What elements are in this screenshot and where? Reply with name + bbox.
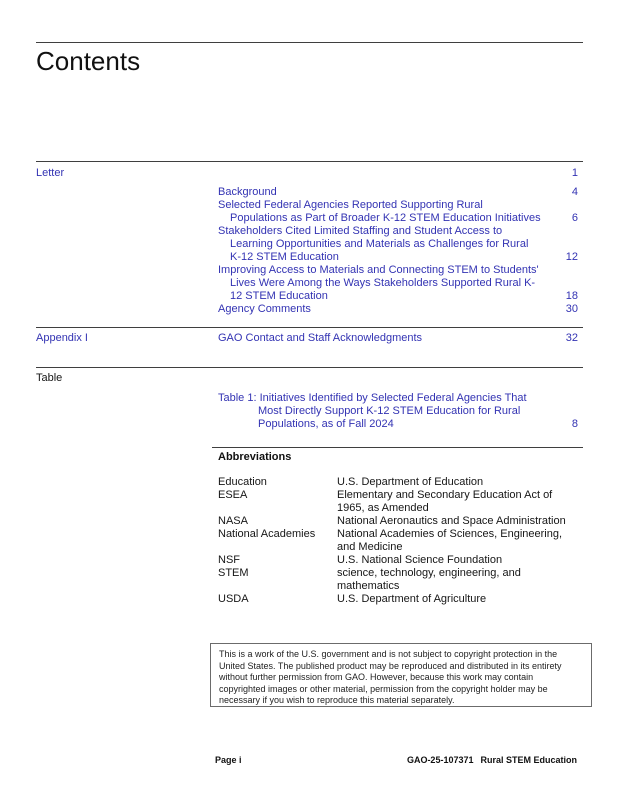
toc-page-number[interactable]: 30 xyxy=(565,303,578,315)
page-title: Contents xyxy=(36,46,141,76)
abbreviation-row-education xyxy=(218,476,584,489)
toc-entry-line[interactable]: Lives Were Among the Ways Stakeholders Supported Rural K- xyxy=(230,277,536,289)
toc-entry-line[interactable]: Agency Comments xyxy=(218,303,311,315)
abbreviation-term: National Academies xyxy=(218,528,316,540)
toc-entry-line[interactable]: Improving Access to Materials and Connecting STEM to Students' xyxy=(218,264,539,276)
abbreviation-term: USDA xyxy=(218,593,249,605)
toc-table-page-number[interactable]: 8 xyxy=(571,418,578,430)
toc-page-number[interactable]: 12 xyxy=(565,251,578,263)
toc-entry-line[interactable]: Learning Opportunities and Materials as Challenges for Rural xyxy=(230,238,529,250)
abbreviation-term: ESEA xyxy=(218,489,248,501)
copyright-notice-box xyxy=(210,643,592,707)
toc-page-number[interactable]: 18 xyxy=(565,290,578,302)
abbreviations-heading: Abbreviations xyxy=(218,451,292,463)
toc-entry-stakeholders-challenges xyxy=(218,225,578,264)
toc-entry-line[interactable]: 12 STEM Education xyxy=(230,290,328,302)
toc-row-letter xyxy=(36,167,578,180)
copyright-text-line: necessary if you wish to reproduce this material separately. xyxy=(219,695,455,705)
toc-entry-line[interactable]: K-12 STEM Education xyxy=(230,251,339,263)
toc-entry-background xyxy=(218,186,578,199)
footer-report-info xyxy=(407,755,577,765)
table-section-rule xyxy=(36,367,583,368)
copyright-text-line: without further permission from GAO. However, because this work may contain xyxy=(219,672,534,682)
abbreviation-definition: U.S. National Science Foundation xyxy=(337,554,503,566)
abbreviation-term: NASA xyxy=(218,515,248,527)
abbreviation-definition: National Academies of Sciences, Engineering, xyxy=(337,528,563,540)
toc-entry-line[interactable]: Populations as Part of Broader K-12 STEM Education Initiatives xyxy=(230,212,541,224)
table-section-label: Table xyxy=(36,372,63,384)
toc-table-line[interactable]: Most Directly Support K-12 STEM Education for Rural xyxy=(258,405,521,417)
toc-entry-selected-agencies xyxy=(218,199,578,225)
footer-report-number: GAO-25-107371 xyxy=(406,755,474,765)
abbreviation-definition: science, technology, engineering, and xyxy=(337,567,521,579)
copyright-text-line: United States. The published product may be reproduced and distributed in its entirety xyxy=(219,660,562,671)
abbreviation-definition: U.S. Department of Agriculture xyxy=(337,593,487,605)
toc-appendix-label[interactable]: Appendix I xyxy=(36,332,88,344)
toc-letter-label[interactable]: Letter xyxy=(36,167,65,179)
abbreviation-term: STEM xyxy=(218,567,249,579)
toc-letter-page-number[interactable]: 1 xyxy=(571,167,578,179)
footer-page-label: Page i xyxy=(215,755,242,765)
abbreviations-list xyxy=(218,476,584,606)
abbreviation-definition: U.S. Department of Education xyxy=(337,476,484,488)
letter-section-rule xyxy=(36,161,583,162)
toc-entry-line[interactable]: Stakeholders Cited Limited Staffing and Student Access to xyxy=(218,225,503,237)
abbreviation-row-esea xyxy=(218,489,584,515)
toc-page-number[interactable]: 6 xyxy=(571,212,578,224)
toc-entry-table-1 xyxy=(218,392,578,431)
abbreviation-definition: National Aeronautics and Space Administration xyxy=(337,515,566,527)
abbreviation-row-nasa xyxy=(218,515,584,528)
copyright-text-line: This is a work of the U.S. government and is not subject to copyright protection in the xyxy=(219,649,558,659)
toc-page-number[interactable]: 4 xyxy=(571,186,578,198)
abbreviation-term: Education xyxy=(218,476,267,488)
toc-row-appendix xyxy=(36,332,578,345)
abbreviation-definition: and Medicine xyxy=(337,541,403,553)
toc-appendix-page-number[interactable]: 32 xyxy=(565,332,578,344)
toc-entry-line[interactable]: Background xyxy=(218,186,277,198)
toc-entry-agency-comments xyxy=(218,303,578,316)
footer-report-title: Rural STEM Education xyxy=(480,755,577,765)
toc-table-line[interactable]: Populations, as of Fall 2024 xyxy=(258,418,394,430)
appendix-section-rule xyxy=(36,327,583,328)
abbreviation-row-national-academies xyxy=(218,528,584,554)
copyright-text-line: copyrighted images or other material, permission from the copyright holder may be xyxy=(219,683,548,694)
abbreviation-row-nsf xyxy=(218,554,584,567)
toc-entries xyxy=(218,186,578,316)
abbreviations-rule xyxy=(212,447,583,448)
top-rule xyxy=(36,42,583,43)
abbreviation-row-stem xyxy=(218,567,584,593)
toc-appendix-title[interactable]: GAO Contact and Staff Acknowledgments xyxy=(218,332,423,344)
toc-table-line[interactable]: Table 1: Initiatives Identified by Selected Federal Agencies That xyxy=(218,392,527,404)
abbreviation-definition: 1965, as Amended xyxy=(337,502,429,514)
abbreviation-term: NSF xyxy=(218,554,240,566)
toc-entry-line[interactable]: Selected Federal Agencies Reported Supporting Rural xyxy=(218,199,483,211)
abbreviation-definition: Elementary and Secondary Education Act of xyxy=(337,489,553,501)
toc-entry-improving-access xyxy=(218,264,578,303)
abbreviation-row-usda xyxy=(218,593,584,606)
abbreviation-definition: mathematics xyxy=(337,580,400,592)
